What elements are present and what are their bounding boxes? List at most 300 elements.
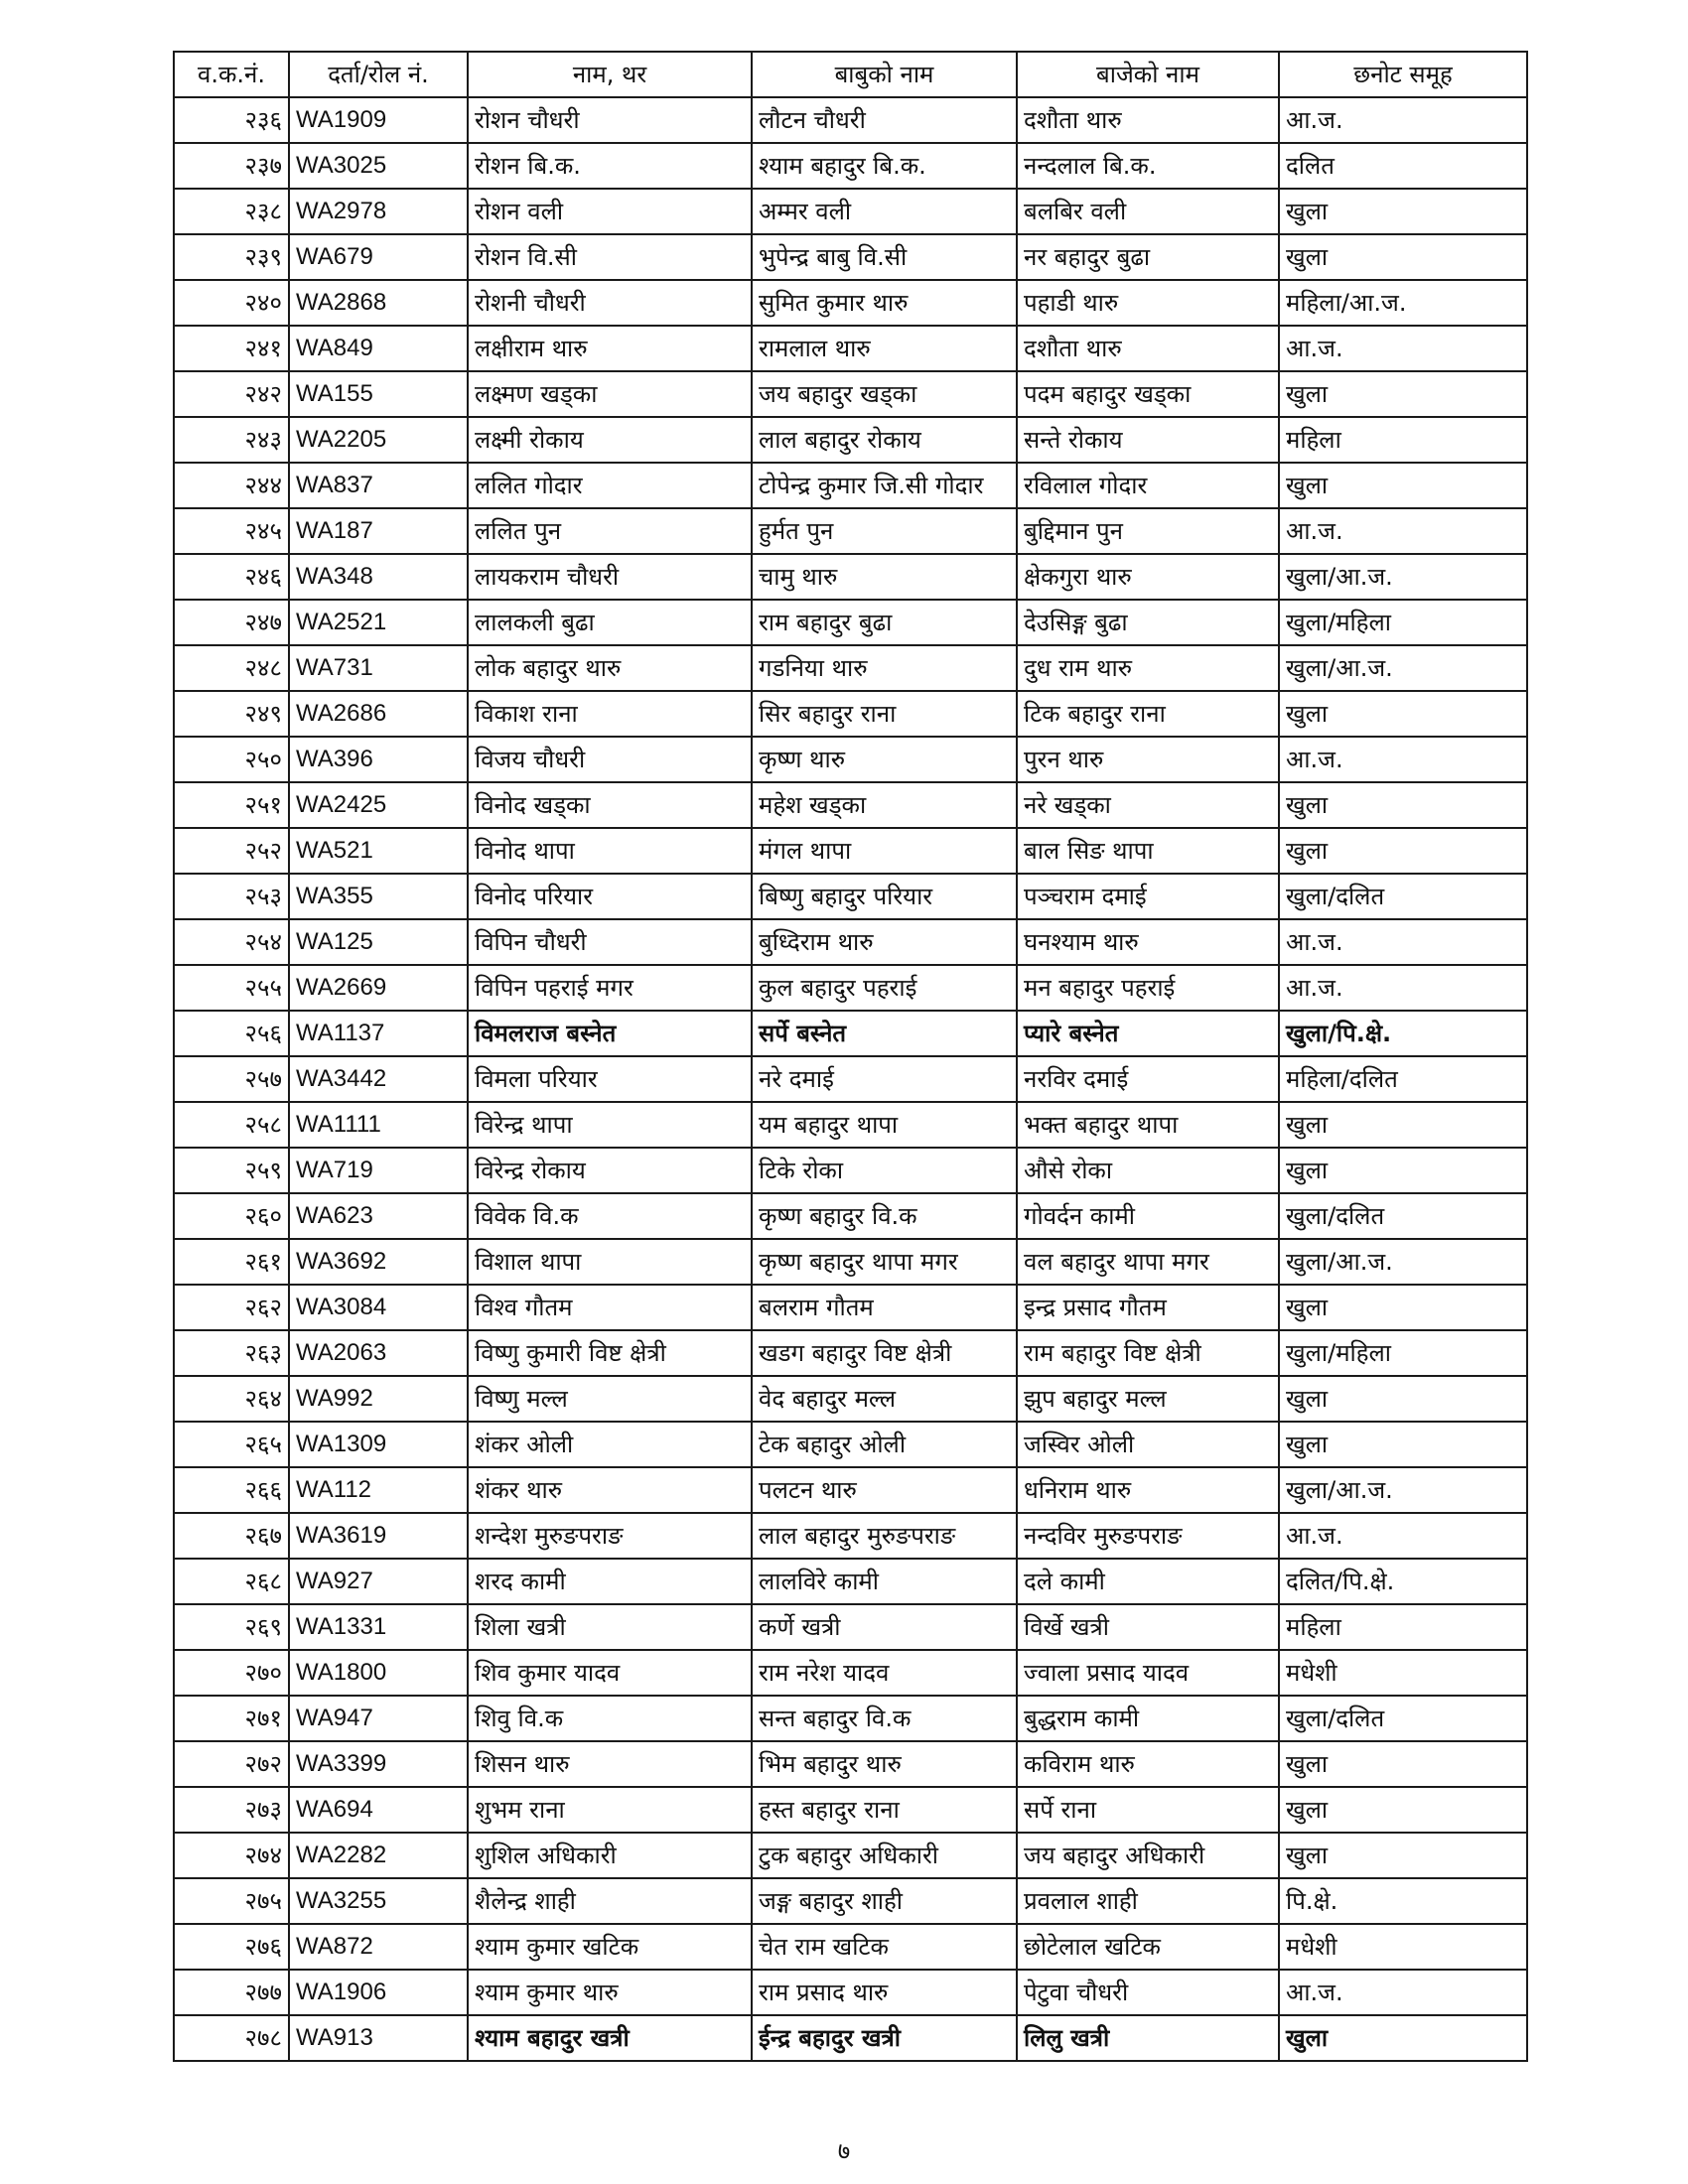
cell-father-name: हस्त बहादुर राना: [752, 1787, 1017, 1833]
results-table: [173, 51, 1528, 2062]
table-row: [174, 280, 1527, 326]
table-row: [174, 737, 1527, 782]
cell-father-name: मंगल थापा: [752, 828, 1017, 874]
cell-grandfather-name: नन्दविर मुरुङपराङ: [1017, 1513, 1279, 1559]
cell-serial-number: २५४: [174, 919, 289, 965]
cell-father-name: चामु थारु: [752, 554, 1017, 600]
cell-roll-number: WA837: [289, 463, 468, 508]
cell-grandfather-name: दशौता थारु: [1017, 97, 1279, 143]
cell-selection-group: खुला: [1279, 1741, 1527, 1787]
cell-grandfather-name: औसे रोका: [1017, 1148, 1279, 1193]
table-row: [174, 1970, 1527, 2015]
table-row: [174, 645, 1527, 691]
cell-father-name: सन्त बहादुर वि.क: [752, 1696, 1017, 1741]
cell-serial-number: २६५: [174, 1422, 289, 1467]
cell-selection-group: खुला: [1279, 1376, 1527, 1422]
cell-father-name: टोपेन्द्र कुमार जि.सी गोदार: [752, 463, 1017, 508]
table-row: [174, 1148, 1527, 1193]
cell-grandfather-name: प्यारे बस्नेत: [1017, 1011, 1279, 1056]
cell-name: शुशिल अधिकारी: [468, 1833, 752, 1878]
cell-name: विनोद थापा: [468, 828, 752, 874]
cell-grandfather-name: देउसिङ्ग बुढा: [1017, 600, 1279, 645]
cell-grandfather-name: कविराम थारु: [1017, 1741, 1279, 1787]
cell-roll-number: WA2521: [289, 600, 468, 645]
cell-name: रोशन वली: [468, 189, 752, 234]
cell-father-name: महेश खड्का: [752, 782, 1017, 828]
cell-father-name: हुर्मत पुन: [752, 508, 1017, 554]
cell-serial-number: २७२: [174, 1741, 289, 1787]
cell-grandfather-name: रविलाल गोदार: [1017, 463, 1279, 508]
cell-roll-number: WA125: [289, 919, 468, 965]
table-row: [174, 782, 1527, 828]
cell-name: ललित गोदार: [468, 463, 752, 508]
cell-roll-number: WA396: [289, 737, 468, 782]
table-row: [174, 919, 1527, 965]
cell-serial-number: २४७: [174, 600, 289, 645]
cell-father-name: लौटन चौधरी: [752, 97, 1017, 143]
cell-serial-number: २४८: [174, 645, 289, 691]
cell-roll-number: WA913: [289, 2015, 468, 2061]
cell-selection-group: खुला: [1279, 1833, 1527, 1878]
cell-father-name: कुल बहादुर पहराई: [752, 965, 1017, 1011]
cell-roll-number: WA2686: [289, 691, 468, 737]
cell-name: शैलेन्द्र शाही: [468, 1878, 752, 1924]
cell-father-name: राम बहादुर बुढा: [752, 600, 1017, 645]
cell-selection-group: खुला: [1279, 189, 1527, 234]
cell-serial-number: २६१: [174, 1239, 289, 1285]
cell-grandfather-name: धनिराम थारु: [1017, 1467, 1279, 1513]
table-body: [174, 97, 1527, 2061]
cell-roll-number: WA2425: [289, 782, 468, 828]
cell-serial-number: २४६: [174, 554, 289, 600]
table-row: [174, 1330, 1527, 1376]
cell-serial-number: २६७: [174, 1513, 289, 1559]
cell-father-name: टेक बहादुर ओली: [752, 1422, 1017, 1467]
cell-serial-number: २४५: [174, 508, 289, 554]
cell-name: लालकली बुढा: [468, 600, 752, 645]
cell-serial-number: २७३: [174, 1787, 289, 1833]
cell-grandfather-name: नन्दलाल बि.क.: [1017, 143, 1279, 189]
cell-roll-number: WA3442: [289, 1056, 468, 1102]
cell-name: विरेन्द्र थापा: [468, 1102, 752, 1148]
cell-roll-number: WA2205: [289, 417, 468, 463]
table-row: [174, 1239, 1527, 1285]
cell-grandfather-name: पेटुवा चौधरी: [1017, 1970, 1279, 2015]
cell-selection-group: खुला: [1279, 691, 1527, 737]
cell-roll-number: WA2978: [289, 189, 468, 234]
cell-serial-number: २४३: [174, 417, 289, 463]
cell-serial-number: २७६: [174, 1924, 289, 1970]
cell-grandfather-name: मन बहादुर पहराई: [1017, 965, 1279, 1011]
cell-roll-number: WA1331: [289, 1604, 468, 1650]
cell-serial-number: २७१: [174, 1696, 289, 1741]
cell-grandfather-name: सन्ते रोकाय: [1017, 417, 1279, 463]
table-row: [174, 97, 1527, 143]
cell-father-name: खडग बहादुर विष्ट क्षेत्री: [752, 1330, 1017, 1376]
cell-grandfather-name: विर्खे खत्री: [1017, 1604, 1279, 1650]
cell-serial-number: २३९: [174, 234, 289, 280]
table-row: [174, 1833, 1527, 1878]
cell-name: रोशनी चौधरी: [468, 280, 752, 326]
cell-serial-number: २४९: [174, 691, 289, 737]
cell-selection-group: खुला: [1279, 1422, 1527, 1467]
cell-name: विश्व गौतम: [468, 1285, 752, 1330]
header-name: नाम, थर: [468, 52, 752, 97]
table-row: [174, 1056, 1527, 1102]
cell-selection-group: आ.ज.: [1279, 919, 1527, 965]
table-row: [174, 691, 1527, 737]
table-row: [174, 1787, 1527, 1833]
table-row: [174, 554, 1527, 600]
cell-name: विमला परियार: [468, 1056, 752, 1102]
cell-serial-number: २३७: [174, 143, 289, 189]
cell-roll-number: WA521: [289, 828, 468, 874]
cell-roll-number: WA694: [289, 1787, 468, 1833]
cell-selection-group: खुला/आ.ज.: [1279, 554, 1527, 600]
cell-roll-number: WA3255: [289, 1878, 468, 1924]
cell-serial-number: २५८: [174, 1102, 289, 1148]
cell-serial-number: २४४: [174, 463, 289, 508]
table-row: [174, 965, 1527, 1011]
cell-serial-number: २६२: [174, 1285, 289, 1330]
cell-grandfather-name: भक्त बहादुर थापा: [1017, 1102, 1279, 1148]
cell-name: विवेक वि.क: [468, 1193, 752, 1239]
cell-father-name: सर्पे बस्नेत: [752, 1011, 1017, 1056]
cell-grandfather-name: छोटेलाल खटिक: [1017, 1924, 1279, 1970]
table-row: [174, 1193, 1527, 1239]
cell-father-name: टुक बहादुर अधिकारी: [752, 1833, 1017, 1878]
cell-serial-number: २७७: [174, 1970, 289, 2015]
cell-name: ललित पुन: [468, 508, 752, 554]
cell-father-name: कृष्ण बहादुर वि.क: [752, 1193, 1017, 1239]
page-number: ७: [837, 2137, 851, 2165]
cell-roll-number: WA112: [289, 1467, 468, 1513]
cell-grandfather-name: दले कामी: [1017, 1559, 1279, 1604]
cell-name: शंकर थारु: [468, 1467, 752, 1513]
cell-serial-number: २५५: [174, 965, 289, 1011]
cell-father-name: राम नरेश यादव: [752, 1650, 1017, 1696]
cell-roll-number: WA2669: [289, 965, 468, 1011]
cell-name: विमलराज बस्नेत: [468, 1011, 752, 1056]
cell-roll-number: WA3084: [289, 1285, 468, 1330]
cell-name: रोशन बि.क.: [468, 143, 752, 189]
cell-selection-group: दलित: [1279, 143, 1527, 189]
cell-roll-number: WA927: [289, 1559, 468, 1604]
cell-selection-group: खुला: [1279, 2015, 1527, 2061]
cell-father-name: बिष्णु बहादुर परियार: [752, 874, 1017, 919]
cell-name: विपिन पहराई मगर: [468, 965, 752, 1011]
table-row: [174, 1604, 1527, 1650]
cell-serial-number: २६९: [174, 1604, 289, 1650]
cell-father-name: पलटन थारु: [752, 1467, 1017, 1513]
cell-name: रोशन वि.सी: [468, 234, 752, 280]
table-row: [174, 1285, 1527, 1330]
cell-selection-group: पि.क्षे.: [1279, 1878, 1527, 1924]
cell-name: लक्ष्मी रोकाय: [468, 417, 752, 463]
cell-roll-number: WA3692: [289, 1239, 468, 1285]
cell-roll-number: WA348: [289, 554, 468, 600]
cell-selection-group: खुला/दलित: [1279, 874, 1527, 919]
cell-roll-number: WA947: [289, 1696, 468, 1741]
cell-roll-number: WA355: [289, 874, 468, 919]
cell-name: शिव कुमार यादव: [468, 1650, 752, 1696]
table-row: [174, 189, 1527, 234]
cell-selection-group: खुला: [1279, 1285, 1527, 1330]
cell-selection-group: खुला/महिला: [1279, 600, 1527, 645]
cell-serial-number: २४१: [174, 326, 289, 371]
cell-serial-number: २६३: [174, 1330, 289, 1376]
cell-grandfather-name: दशौता थारु: [1017, 326, 1279, 371]
cell-grandfather-name: गोवर्दन कामी: [1017, 1193, 1279, 1239]
table-row: [174, 828, 1527, 874]
cell-name: लायकराम चौधरी: [468, 554, 752, 600]
cell-grandfather-name: बुद्धराम कामी: [1017, 1696, 1279, 1741]
cell-father-name: कृष्ण बहादुर थापा मगर: [752, 1239, 1017, 1285]
header-roll-number: दर्ता/रोल नं.: [289, 52, 468, 97]
cell-name: श्याम बहादुर खत्री: [468, 2015, 752, 2061]
cell-selection-group: आ.ज.: [1279, 508, 1527, 554]
table-header-row: [174, 52, 1527, 97]
cell-roll-number: WA2282: [289, 1833, 468, 1878]
cell-selection-group: खुला: [1279, 1102, 1527, 1148]
cell-name: लक्षीराम थारु: [468, 326, 752, 371]
cell-selection-group: महिला/दलित: [1279, 1056, 1527, 1102]
cell-name: लोक बहादुर थारु: [468, 645, 752, 691]
cell-serial-number: २६६: [174, 1467, 289, 1513]
cell-father-name: रामलाल थारु: [752, 326, 1017, 371]
cell-grandfather-name: नरे खड्का: [1017, 782, 1279, 828]
table-row: [174, 143, 1527, 189]
cell-name: श्याम कुमार थारु: [468, 1970, 752, 2015]
header-grandfather-name: बाजेको नाम: [1017, 52, 1279, 97]
cell-selection-group: खुला/आ.ज.: [1279, 1239, 1527, 1285]
cell-father-name: जङ्ग बहादुर शाही: [752, 1878, 1017, 1924]
cell-selection-group: आ.ज.: [1279, 326, 1527, 371]
cell-grandfather-name: घनश्याम थारु: [1017, 919, 1279, 965]
cell-father-name: कर्णे खत्री: [752, 1604, 1017, 1650]
table-row: [174, 1102, 1527, 1148]
table-row: [174, 234, 1527, 280]
cell-grandfather-name: पञ्चराम दमाई: [1017, 874, 1279, 919]
cell-grandfather-name: जस्विर ओली: [1017, 1422, 1279, 1467]
cell-serial-number: २४२: [174, 371, 289, 417]
cell-father-name: राम प्रसाद थारु: [752, 1970, 1017, 2015]
cell-serial-number: २३८: [174, 189, 289, 234]
cell-grandfather-name: राम बहादुर विष्ट क्षेत्री: [1017, 1330, 1279, 1376]
cell-name: विजय चौधरी: [468, 737, 752, 782]
cell-father-name: टिके रोका: [752, 1148, 1017, 1193]
cell-grandfather-name: बाल सिङ थापा: [1017, 828, 1279, 874]
cell-selection-group: खुला: [1279, 234, 1527, 280]
table-row: [174, 2015, 1527, 2061]
cell-roll-number: WA1111: [289, 1102, 468, 1148]
cell-selection-group: खुला: [1279, 371, 1527, 417]
cell-selection-group: खुला/दलित: [1279, 1193, 1527, 1239]
cell-grandfather-name: झुप बहादुर मल्ल: [1017, 1376, 1279, 1422]
cell-grandfather-name: पुरन थारु: [1017, 737, 1279, 782]
cell-father-name: चेत राम खटिक: [752, 1924, 1017, 1970]
cell-roll-number: WA187: [289, 508, 468, 554]
cell-serial-number: २५०: [174, 737, 289, 782]
cell-roll-number: WA731: [289, 645, 468, 691]
cell-grandfather-name: नर बहादुर बुढा: [1017, 234, 1279, 280]
table-row: [174, 1696, 1527, 1741]
cell-roll-number: WA3399: [289, 1741, 468, 1787]
cell-selection-group: आ.ज.: [1279, 1513, 1527, 1559]
table-row: [174, 508, 1527, 554]
cell-serial-number: २३६: [174, 97, 289, 143]
cell-name: विकाश राना: [468, 691, 752, 737]
cell-roll-number: WA155: [289, 371, 468, 417]
cell-selection-group: मधेशी: [1279, 1924, 1527, 1970]
cell-father-name: लाल बहादुर मुरुङपराङ: [752, 1513, 1017, 1559]
cell-father-name: वेद बहादुर मल्ल: [752, 1376, 1017, 1422]
cell-serial-number: २७४: [174, 1833, 289, 1878]
cell-grandfather-name: ज्वाला प्रसाद यादव: [1017, 1650, 1279, 1696]
cell-selection-group: खुला/आ.ज.: [1279, 1467, 1527, 1513]
cell-name: शिवु वि.क: [468, 1696, 752, 1741]
cell-father-name: लाल बहादुर रोकाय: [752, 417, 1017, 463]
cell-selection-group: आ.ज.: [1279, 737, 1527, 782]
cell-roll-number: WA849: [289, 326, 468, 371]
cell-father-name: सिर बहादुर राना: [752, 691, 1017, 737]
cell-selection-group: खुला: [1279, 463, 1527, 508]
cell-selection-group: मधेशी: [1279, 1650, 1527, 1696]
table-row: [174, 1011, 1527, 1056]
cell-grandfather-name: पहाडी थारु: [1017, 280, 1279, 326]
cell-selection-group: आ.ज.: [1279, 1970, 1527, 2015]
cell-name: विशाल थापा: [468, 1239, 752, 1285]
cell-roll-number: WA1309: [289, 1422, 468, 1467]
table-row: [174, 417, 1527, 463]
cell-grandfather-name: इन्द्र प्रसाद गौतम: [1017, 1285, 1279, 1330]
cell-selection-group: खुला: [1279, 782, 1527, 828]
cell-name: शिसन थारु: [468, 1741, 752, 1787]
cell-roll-number: WA872: [289, 1924, 468, 1970]
cell-serial-number: २५२: [174, 828, 289, 874]
table-row: [174, 463, 1527, 508]
table-row: [174, 1741, 1527, 1787]
cell-roll-number: WA679: [289, 234, 468, 280]
cell-selection-group: खुला: [1279, 1148, 1527, 1193]
cell-name: विपिन चौधरी: [468, 919, 752, 965]
cell-grandfather-name: पदम बहादुर खड्का: [1017, 371, 1279, 417]
cell-name: श्याम कुमार खटिक: [468, 1924, 752, 1970]
cell-father-name: भिम बहादुर थारु: [752, 1741, 1017, 1787]
cell-serial-number: २५३: [174, 874, 289, 919]
cell-serial-number: २६४: [174, 1376, 289, 1422]
cell-serial-number: २४०: [174, 280, 289, 326]
cell-selection-group: महिला/आ.ज.: [1279, 280, 1527, 326]
cell-serial-number: २५६: [174, 1011, 289, 1056]
cell-father-name: अम्मर वली: [752, 189, 1017, 234]
cell-name: शिला खत्री: [468, 1604, 752, 1650]
cell-name: विनोद परियार: [468, 874, 752, 919]
cell-father-name: कृष्ण थारु: [752, 737, 1017, 782]
cell-grandfather-name: टिक बहादुर राना: [1017, 691, 1279, 737]
table-row: [174, 1924, 1527, 1970]
cell-selection-group: खुला/पि.क्षे.: [1279, 1011, 1527, 1056]
cell-roll-number: WA1909: [289, 97, 468, 143]
cell-name: रोशन चौधरी: [468, 97, 752, 143]
header-father-name: बाबुको नाम: [752, 52, 1017, 97]
cell-name: विष्णु कुमारी विष्ट क्षेत्री: [468, 1330, 752, 1376]
table-row: [174, 371, 1527, 417]
cell-grandfather-name: बुद्दिमान पुन: [1017, 508, 1279, 554]
cell-roll-number: WA623: [289, 1193, 468, 1239]
cell-father-name: ईन्द्र बहादुर खत्री: [752, 2015, 1017, 2061]
cell-grandfather-name: लिलु खत्री: [1017, 2015, 1279, 2061]
cell-grandfather-name: जय बहादुर अधिकारी: [1017, 1833, 1279, 1878]
cell-selection-group: आ.ज.: [1279, 97, 1527, 143]
cell-selection-group: महिला: [1279, 417, 1527, 463]
cell-roll-number: WA1800: [289, 1650, 468, 1696]
cell-father-name: बुध्दिराम थारु: [752, 919, 1017, 965]
cell-roll-number: WA992: [289, 1376, 468, 1422]
cell-selection-group: खुला: [1279, 828, 1527, 874]
cell-serial-number: २५१: [174, 782, 289, 828]
table-row: [174, 326, 1527, 371]
cell-name: शुभम राना: [468, 1787, 752, 1833]
table-row: [174, 1422, 1527, 1467]
header-selection-group: छनोट समूह: [1279, 52, 1527, 97]
cell-roll-number: WA3619: [289, 1513, 468, 1559]
cell-serial-number: २७०: [174, 1650, 289, 1696]
cell-grandfather-name: सर्पे राना: [1017, 1787, 1279, 1833]
cell-grandfather-name: दुध राम थारु: [1017, 645, 1279, 691]
cell-roll-number: WA2063: [289, 1330, 468, 1376]
cell-roll-number: WA1906: [289, 1970, 468, 2015]
cell-roll-number: WA3025: [289, 143, 468, 189]
table-row: [174, 1878, 1527, 1924]
cell-name: शरद कामी: [468, 1559, 752, 1604]
cell-father-name: नरे दमाई: [752, 1056, 1017, 1102]
cell-father-name: भुपेन्द्र बाबु वि.सी: [752, 234, 1017, 280]
table-row: [174, 1650, 1527, 1696]
cell-grandfather-name: नरविर दमाई: [1017, 1056, 1279, 1102]
cell-selection-group: खुला/आ.ज.: [1279, 645, 1527, 691]
cell-roll-number: WA2868: [289, 280, 468, 326]
cell-serial-number: २६८: [174, 1559, 289, 1604]
cell-roll-number: WA719: [289, 1148, 468, 1193]
cell-selection-group: खुला/दलित: [1279, 1696, 1527, 1741]
cell-name: विष्णु मल्ल: [468, 1376, 752, 1422]
cell-name: शंकर ओली: [468, 1422, 752, 1467]
cell-grandfather-name: बलबिर वली: [1017, 189, 1279, 234]
cell-serial-number: २७५: [174, 1878, 289, 1924]
cell-father-name: बलराम गौतम: [752, 1285, 1017, 1330]
cell-roll-number: WA1137: [289, 1011, 468, 1056]
cell-father-name: जय बहादुर खड्का: [752, 371, 1017, 417]
cell-father-name: लालविरे कामी: [752, 1559, 1017, 1604]
cell-serial-number: २६०: [174, 1193, 289, 1239]
cell-father-name: श्याम बहादुर बि.क.: [752, 143, 1017, 189]
table-row: [174, 1376, 1527, 1422]
header-serial-number: व.क.नं.: [174, 52, 289, 97]
cell-grandfather-name: वल बहादुर थापा मगर: [1017, 1239, 1279, 1285]
table-row: [174, 874, 1527, 919]
cell-selection-group: आ.ज.: [1279, 965, 1527, 1011]
table-row: [174, 600, 1527, 645]
cell-father-name: सुमित कुमार थारु: [752, 280, 1017, 326]
cell-selection-group: खुला: [1279, 1787, 1527, 1833]
cell-serial-number: २५७: [174, 1056, 289, 1102]
cell-grandfather-name: क्षेकगुरा थारु: [1017, 554, 1279, 600]
table-row: [174, 1559, 1527, 1604]
cell-father-name: यम बहादुर थापा: [752, 1102, 1017, 1148]
cell-father-name: गडनिया थारु: [752, 645, 1017, 691]
cell-grandfather-name: प्रवलाल शाही: [1017, 1878, 1279, 1924]
